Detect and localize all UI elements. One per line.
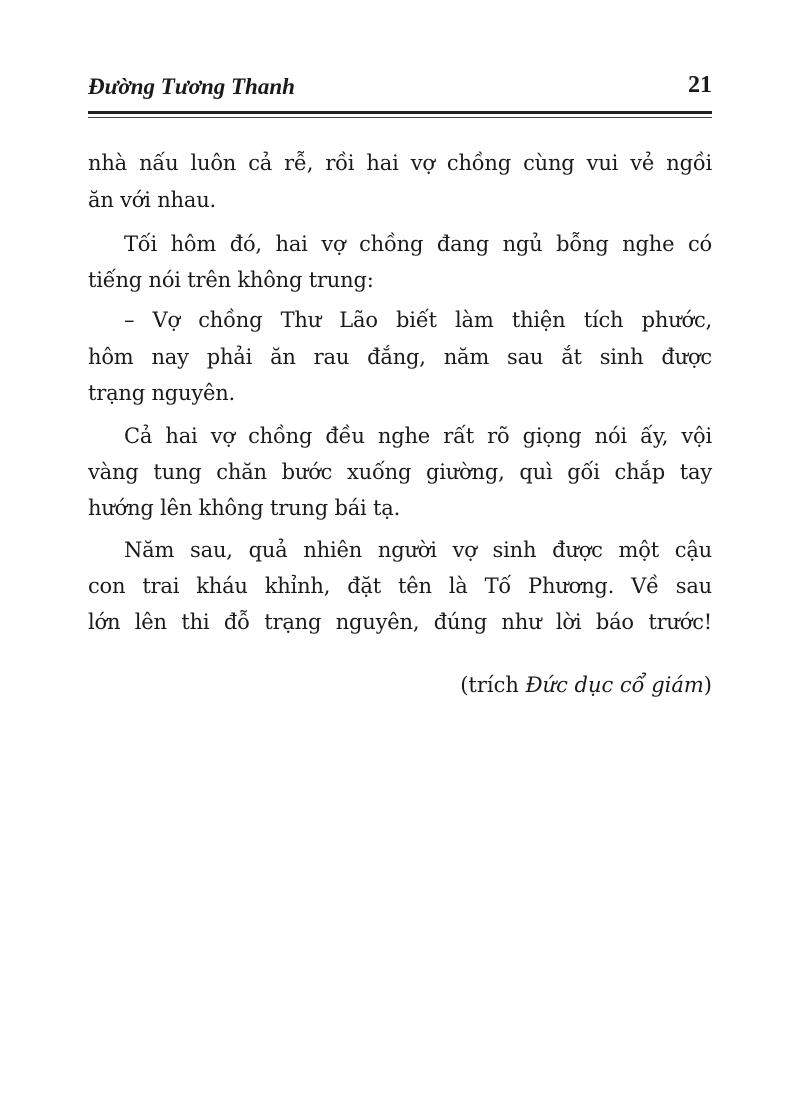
body-line: – Vợ chồng Thư Lão biết làm thiện tích phước, [124, 308, 712, 332]
body-line: hôm nay phải ăn rau đắng, năm sau ắt sinh được [88, 345, 712, 369]
page-number: 21 [688, 72, 712, 98]
body-line: vàng tung chăn bước xuống giường, quì gối chắp tay [88, 460, 712, 484]
body-line: Năm sau, quả nhiên người vợ sinh được một cậu [124, 538, 712, 562]
body-line: trạng nguyên. [88, 381, 236, 405]
citation-title: Đức dục cổ giám [525, 673, 704, 697]
body-line: hướng lên không trung bái tạ. [88, 496, 401, 520]
body-line: ăn với nhau. [88, 188, 216, 212]
body-line: Tối hôm đó, hai vợ chồng đang ngủ bỗng nghe có [124, 232, 712, 256]
body-line: tiếng nói trên không trung: [88, 268, 374, 292]
body-line: Cả hai vợ chồng đều nghe rất rõ giọng nói ấy, vội [124, 424, 712, 448]
citation-suffix: ) [703, 673, 712, 697]
header-rule-thick [88, 111, 712, 114]
body-line: con trai kháu khỉnh, đặt tên là Tố Phương. Về sau [88, 574, 712, 598]
body-line: lớn lên thi đỗ trạng nguyên, đúng như lời báo trước! [88, 610, 712, 634]
citation-prefix: (trích [460, 673, 526, 697]
citation [460, 673, 712, 697]
body-line: nhà nấu luôn cả rễ, rồi hai vợ chồng cùng vui vẻ ngồi [88, 151, 712, 175]
header-rule-thin [88, 117, 712, 118]
running-header-title: Đường Tương Thanh [88, 74, 295, 99]
